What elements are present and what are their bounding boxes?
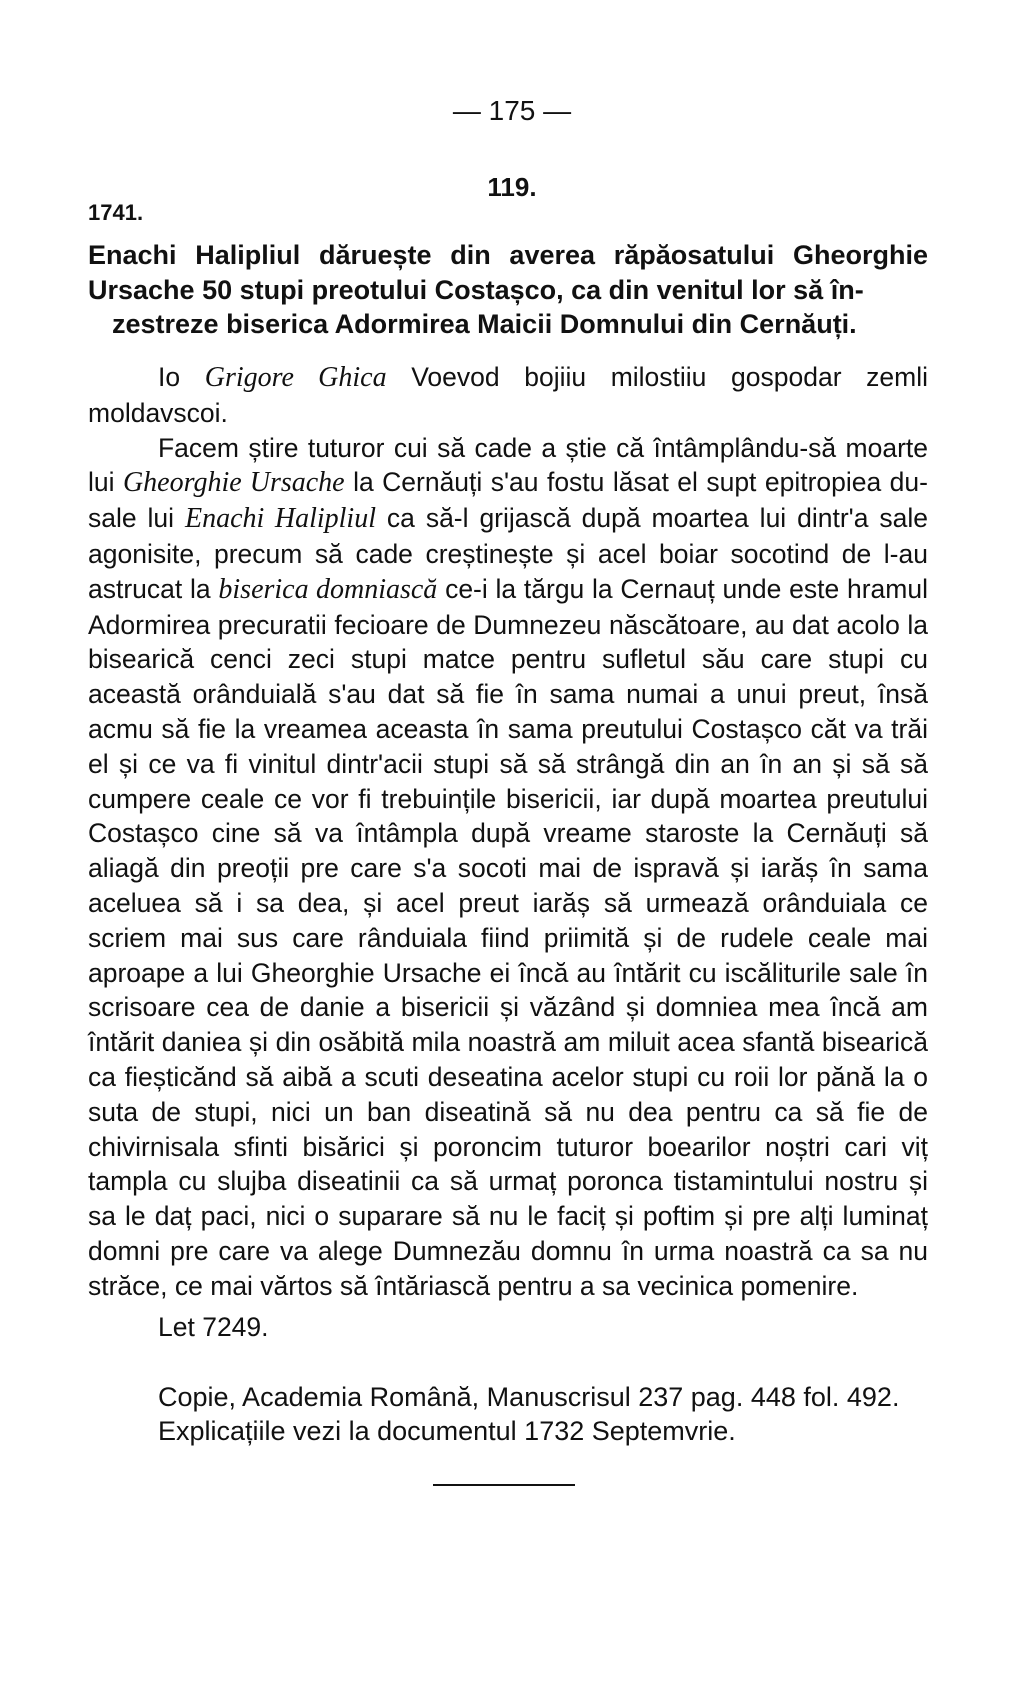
main-paragraph bbox=[88, 431, 928, 1304]
body-text-4: ce-i la tărgu la Cernauț unde este hramul Adormirea precuratii fecioare de Dumnezeu născătoare, au dat acolo la bisearică cenci zeci stupi matce pentru sufletul său care stupi cu această orânduială s'au dat să fie în sama numai a unui preut, însă acmu să fie la vreamea aceasta în sama preutului Costașco căt va trăi el și ce va fi vinitul dintr'acii stupi să să strângă din an în an și să să cumpere ceale ce vor fi trebuințile bisericii, iar după moartea preutului Costașco cine să va întâmpla după vreame staroste la Cernăuți să aliagă din preoții pre care s'a socoti mai de ispravă și iarăș în sama aceluea să i sa dea, și acel preut iarăș să urmează orânduiala ce scriem mai sus care rânduiala fiind priimită și de rudele ceale mai aproape a lui Gheorghie Ursache ei încă au întărit cu iscăliturile sale în scrisoare cea de danie a bisericii și văzând și domniea mea încă am întărit daniea și din osăbită mila noastră am miluit acea sfantă bisearică ca fieșticănd să aibă a scuti deseatina acelor stupi cu roii lor pănă la o suta de stupi, nici un ban diseatină să nu dea pentru ca să fie de chivirnisala sfinti bisărici și poroncim tuturor boearilor noștri cari viț tampla cu slujba diseatinii ca să urmaț poronca tistamintului nostru și sa le daț paci, nici o suparare să nu le faciț și poftim și pre alți luminaț domni pre care va alege Dumnezău domnu în urma noastră ca sa nu străce, ce mai vărtos să întăriască pentru a sa vecinica pomenire. bbox=[88, 573, 928, 1301]
summary-line-1: Enachi Halipliul dăruește din averea răpăosatului Gheorghie Ursache 50 stupi preotului Costașco, ca din venitul lor să în- bbox=[88, 240, 928, 305]
summary-line-2: zestreze biserica Adormirea Maicii Domnului din Cernăuți. bbox=[112, 309, 857, 339]
intro-prefix: Io bbox=[158, 362, 205, 392]
date-year: 7249. bbox=[202, 1311, 269, 1342]
intro-name: Grigore Ghica bbox=[204, 362, 387, 393]
document-year: 1741. bbox=[88, 200, 144, 225]
closing-rule bbox=[433, 1484, 575, 1486]
document-number: 119. bbox=[487, 172, 537, 202]
source-line-1: Copie, Academia Română, Manuscrisul 237 pag. 448 fol. 492. bbox=[158, 1382, 900, 1412]
body-italic-1: Gheorghie Ursache bbox=[122, 467, 345, 499]
source-line-2: Explicațiile vezi la documentul 1732 Septemvrie. bbox=[158, 1416, 736, 1446]
body-text-3: ca să-l grijască după moartea lui dintr'a sale agonisite, precum să cade creștinește și acel boiar socotind de l-au astrucat la bbox=[88, 503, 929, 604]
page-number: — 175 — bbox=[452, 95, 572, 126]
date-prefix: Let bbox=[158, 1311, 203, 1342]
document-summary bbox=[88, 238, 928, 342]
body-italic-2: Enachi Halipliul bbox=[184, 503, 376, 535]
body-text-2: la Cernăuți s'au fostu lăsat el supt epitropiea du-sale lui bbox=[88, 467, 928, 534]
date-line bbox=[88, 1310, 928, 1345]
source-note bbox=[158, 1380, 938, 1448]
document-body bbox=[88, 360, 928, 1344]
intro-paragraph bbox=[88, 360, 928, 431]
body-italic-3: biserica domniască bbox=[218, 573, 438, 605]
intro-suffix: Voevod bojiiu milostiiu gospodar zemli moldavscoi. bbox=[88, 362, 928, 428]
body-text-1: Facem știre tuturor cui să cade a știe că întâmplându-să moarte lui bbox=[88, 432, 928, 498]
